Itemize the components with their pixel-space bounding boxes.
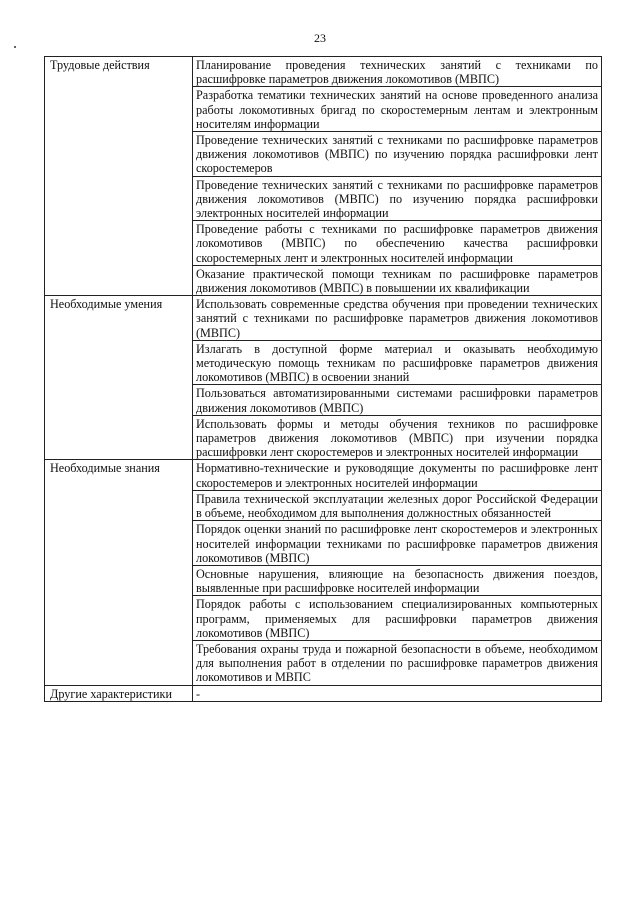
- other-characteristic-item: -: [193, 685, 602, 701]
- knowledge-item: Основные нарушения, влияющие на безопасность движения поездов, выявленные при расшифровке носителей информации: [193, 565, 602, 595]
- skill-item: Использовать современные средства обучения при проведении технических занятий с техниками по расшифровке параметров движения локомотивов (МВПС): [193, 296, 602, 341]
- labor-action-item: Планирование проведения технических занятий с техниками по расшифровке параметров движения локомотивов (МВПС): [193, 57, 602, 87]
- scan-speck: [14, 46, 16, 48]
- labor-action-item: Проведение работы с техниками по расшифровке параметров движения локомотивов (МВПС) по обеспечению качества расшифровки скоростемерных лент и электронных носителей информации: [193, 221, 602, 266]
- skill-item: Использовать формы и методы обучения техников по расшифровке параметров движения локомотивов (МВПС) при изучении порядка расшифровки лент скоростемеров и электронных носителей информации: [193, 415, 602, 460]
- skill-item: Излагать в доступной форме материал и оказывать необходимую методическую помощь техникам по расшифровке параметров движения локомотивов (МВПС) в освоении знаний: [193, 340, 602, 385]
- labor-action-item: Проведение технических занятий с техниками по расшифровке параметров движения локомотивов (МВПС) по изучению порядка расшифровки электронных носителей информации: [193, 176, 602, 221]
- knowledge-item: Порядок работы с использованием специализированных компьютерных программ, применяемых для расшифровки параметров движения локомотивов (МВПС): [193, 596, 602, 641]
- knowledge-item: Нормативно-технические и руководящие документы по расшифровке лент скоростемеров и электронных носителей информации: [193, 460, 602, 490]
- competency-table: [44, 56, 602, 702]
- section-label-required-knowledge: Необходимые знания: [45, 460, 193, 685]
- section-label-required-skills: Необходимые умения: [45, 296, 193, 460]
- table-row: [45, 460, 602, 490]
- knowledge-item: Требования охраны труда и пожарной безопасности в объеме, необходимом для выполнения работ в отделении по расшифровке параметров движения локомотивов и МВПС: [193, 640, 602, 685]
- labor-action-item: Оказание практической помощи техникам по расшифровке параметров движения локомотивов (МВПС) в повышении их квалификации: [193, 265, 602, 295]
- knowledge-item: Правила технической эксплуатации железных дорог Российской Федерации в объеме, необходимом для выполнения должностных обязанностей: [193, 490, 602, 520]
- table-row: [45, 57, 602, 87]
- section-label-other-characteristics: Другие характеристики: [45, 685, 193, 701]
- knowledge-item: Порядок оценки знаний по расшифровке лент скоростемеров и электронных носителей информации техниками по расшифровке параметров движения локомотивов (МВПС): [193, 521, 602, 566]
- section-label-labor-actions: Трудовые действия: [45, 57, 193, 296]
- page-number: 23: [314, 31, 326, 45]
- table-row: [45, 296, 602, 341]
- labor-action-item: Проведение технических занятий с техниками по расшифровке параметров движения локомотивов (МВПС) по изучению порядка расшифровки лент скоростемеров: [193, 132, 602, 177]
- labor-action-item: Разработка тематики технических занятий на основе проведенного анализа работы локомотивных бригад по скоростемерным лентам и электронным носителям информации: [193, 87, 602, 132]
- table-row: [45, 685, 602, 701]
- skill-item: Пользоваться автоматизированными системами расшифровки параметров движения локомотивов (МВПС): [193, 385, 602, 415]
